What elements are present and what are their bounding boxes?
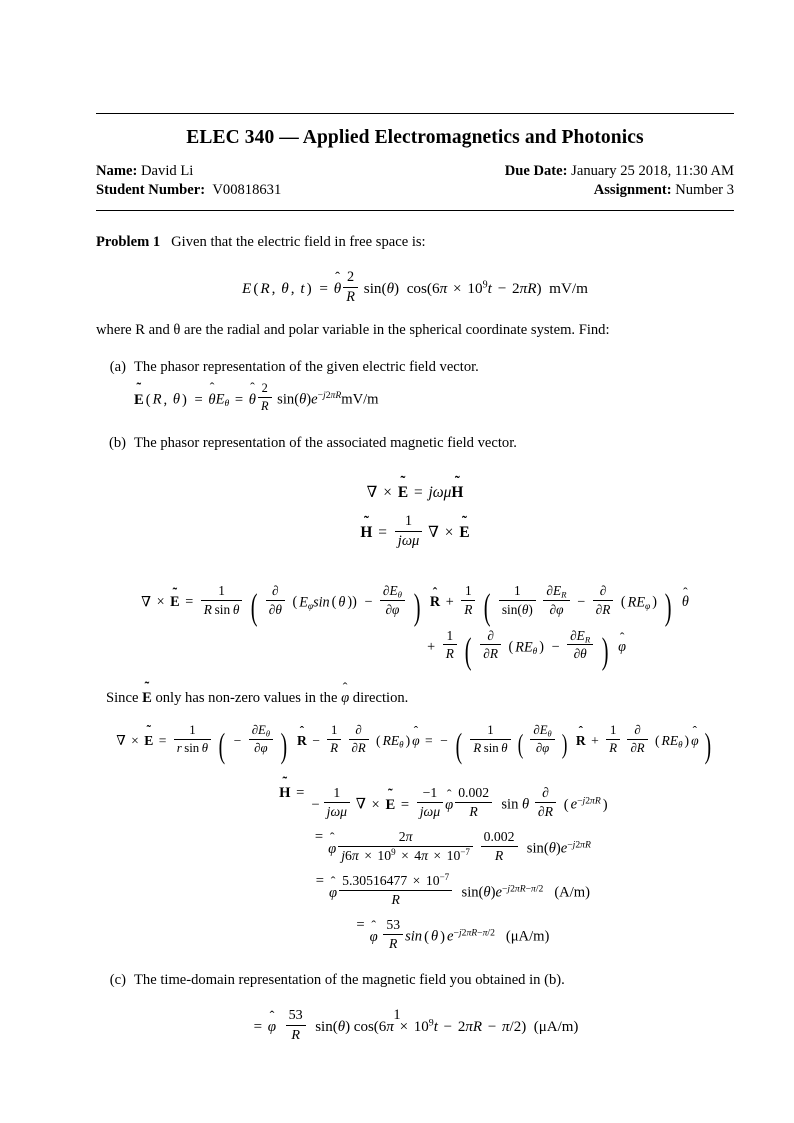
h-derivation-line-3 [96,873,734,909]
h-derivation-line-4 [96,917,734,953]
problem-statement [96,233,734,252]
part-c-tag: (c) [109,971,126,988]
assignment-value: Number 3 [675,182,734,198]
page-number: 1 [393,1007,401,1023]
header-meta-block [96,163,734,199]
part-b [96,434,734,453]
student-number-value: V00818631 [212,182,282,198]
part-a-answer-equation: ˜ E ( R , θ ) = ˆ $\theta E_\theta$ = ˆ θ $\frac{2}{R}$ $\sin(\theta)e^{-j2\pi R}mV/m$ [134,381,734,414]
h-derivation-line-2 [96,829,734,865]
h-derivation-line-2-rhs: ˆ φ $\frac{2\pi}{j6\pi \times 10^9 \times 4\pi \times 10^{-7}}$ $\frac{0.002}{R}$ $\sin(\theta)e^{-j2\pi R}$ [328,829,591,865]
assignment-field [594,182,734,199]
given-equation: E ( R , θ , t ) = ˆ θ $\frac{2}{R}$ sin(θ) $\cos(6\pi \times 10^9t - 2\pi R)$ mV/m [96,269,734,306]
part-a-body [134,358,734,414]
student-number-field [96,182,281,199]
maxwell-curl-equation: ∇ × ˜ E = jωμ˜ H [96,483,734,502]
part-a-text: The phasor representation of the given electric field vector. [134,359,479,376]
h-derivation-line-3-lhs: = [315,873,324,890]
due-date-value: January 25 2018, 11:30 AM [571,163,734,179]
header-bottom-rule [96,210,734,211]
part-a-tag: (a) [109,359,126,376]
problem-statement-text: Given that the electric field in free space is: [171,234,426,250]
h-derivation-block [96,785,734,953]
curl-simplified-equation: ∇ × ˜ E = $\frac{1}{\text{r sin θ}}$ ( − $\frac{\partial E_\theta}{\partial\varphi}$ ) ˆ R − $\frac{1}{R}$ $\frac{\partial}{\partial R}$ ( $RE_\theta$ ) ˆ φ = − ( $\frac{1}{\text{R sin θ}}$ ( $\frac{\partial E_\theta}{\partial\varphi}$ ) ˆ R + $\frac{1}{R}$ $\frac{\partial}{\partial R}$ ( $RE_\theta$ ) ˆ φ ) [96,723,734,759]
due-date-label: Due Date: [504,163,568,179]
h-derivation-line-4-lhs: = [356,917,365,934]
problem-label: Problem 1 [96,234,161,250]
h-derivation-line-1-lhs: ˜ H = [220,785,309,821]
h-derivation-line-1 [96,785,734,821]
part-b-text: The phasor representation of the associated magnetic field vector. [134,435,517,452]
part-a [96,358,734,414]
assignment-label: Assignment: [593,182,672,198]
parts-list [96,358,734,453]
meta-row-student-assignment [96,182,734,199]
page-title: ELEC 340 — Applied Electromagnetics and Photonics [186,127,644,148]
part-c [96,971,734,990]
name-label: Name: [96,163,138,179]
where-text-label: where R and θ are the radial and polar variable in the spherical coordinate system. Find: [96,322,610,339]
part-c-text: The time-domain representation of the magnetic field you obtained in (b). [134,971,565,988]
h-derivation-line-3-rhs: ˆ φ $\frac{5.30516477 \times 10^{-7}}{R}$ $\sin(\theta)e^{-j2\pi R-\pi/2}$ (A/m) [329,873,590,909]
where-text [96,321,734,340]
page-content [96,113,734,1044]
curl-expansion-line2: + $\frac{1}{R}$ ( $\frac{\partial}{\partial R}$ ( $RE_\theta$ ) − $\frac{\partial E_R}{\partial\theta}$ ) ˆ φ [96,628,734,666]
name-field [96,163,193,180]
name-value: David Li [141,163,194,179]
part-b-tag: (b) [108,435,126,452]
part-c-list [96,971,734,990]
header-top-rule [96,113,734,114]
h-derivation-line-2-lhs: = [314,829,324,846]
meta-row-name-due [96,163,734,180]
maxwell-equations-block [96,483,734,551]
due-date-field [505,163,734,180]
curl-expansion-line1: ∇ × ˜ E = $\frac{1}{\text{R sin θ}}$ ( $\frac{\partial}{\partial\theta}$ ( $E_\varphi\sin$ ( θ )) − $\frac{\partial E_\theta}{\partial\varphi}$ ) ˆ R + $\frac{1}{R}$ ( $\frac{1}{\sin(\theta)}$ $\frac{\partial E_R}{\partial\varphi}$ − $\frac{\partial}{\partial R}$ ( $RE_\varphi$ ) ) ˆ θ [96,583,734,621]
part-b-body [134,434,734,453]
part-c-body [134,971,734,990]
maxwell-h-equation: ˜ H = $\frac{1}{\text{jωμ}}$ ∇ × ˜ E [96,513,734,551]
since-paragraph: Since ˜ E only has non-zero values in the ˆ φ direction. [96,690,734,707]
student-number-label: Student Number: [96,182,206,198]
h-derivation-line-4-rhs: ˆ φ $\frac{53}{R}$ sin ( θ ) $e^{-j2\pi R-\pi/2}$ (μA/m) [370,917,550,953]
h-derivation-line-1-rhs: − $\frac{1}{\text{jωμ}}$ ∇ × ˜ E = $\frac{-1}{\text{jωμ}}$ ˆ φ $\frac{0.002}{R}$ sin θ $\frac{\partial}{\partial R}$ ( $e^{-j2\pi R}$ ) [309,785,609,821]
final-time-domain-equation: = ˆ φ $\frac{53}{R}$ sin(θ) $\cos(6\pi \times 10^9t - 2\pi R - \pi/2)$ (μA/m) [96,1007,734,1044]
